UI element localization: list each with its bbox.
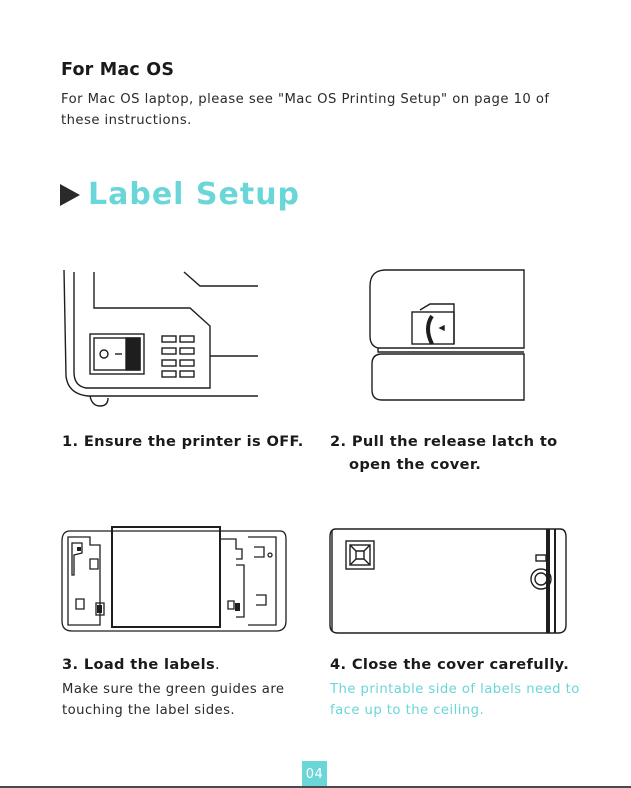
step-3-description: Make sure the green guides are touching the label sides. bbox=[62, 682, 285, 718]
step-4-description: The printable side of labels need to face up to the ceiling. bbox=[330, 682, 580, 718]
step-2-line2: open the cover. bbox=[349, 456, 482, 473]
release-latch-illustration bbox=[368, 268, 528, 404]
step-2-label bbox=[330, 430, 558, 476]
load-labels-illustration bbox=[60, 525, 290, 637]
label-setup-title bbox=[60, 172, 300, 216]
step-3-label-text: 3. Load the labels bbox=[62, 656, 216, 673]
page-number-badge: 04 bbox=[302, 761, 327, 788]
step-3-label bbox=[62, 653, 220, 676]
label-setup-heading: Label Setup bbox=[88, 176, 301, 212]
step-1-label: 1. Ensure the printer is OFF. bbox=[62, 433, 304, 450]
step-3-label-suffix: . bbox=[215, 656, 221, 673]
step-2-line1: 2. Pull the release latch to bbox=[330, 433, 558, 450]
step-4-label: 4. Close the cover carefully. bbox=[330, 656, 570, 673]
play-triangle-icon bbox=[60, 184, 80, 206]
mac-os-heading: For Mac OS bbox=[61, 60, 175, 80]
mac-os-text: For Mac OS laptop, please see "Mac OS Printing Setup" on page 10 of these instructions. bbox=[61, 92, 550, 128]
printer-power-switch-illustration bbox=[60, 268, 260, 408]
close-cover-illustration bbox=[328, 527, 568, 637]
